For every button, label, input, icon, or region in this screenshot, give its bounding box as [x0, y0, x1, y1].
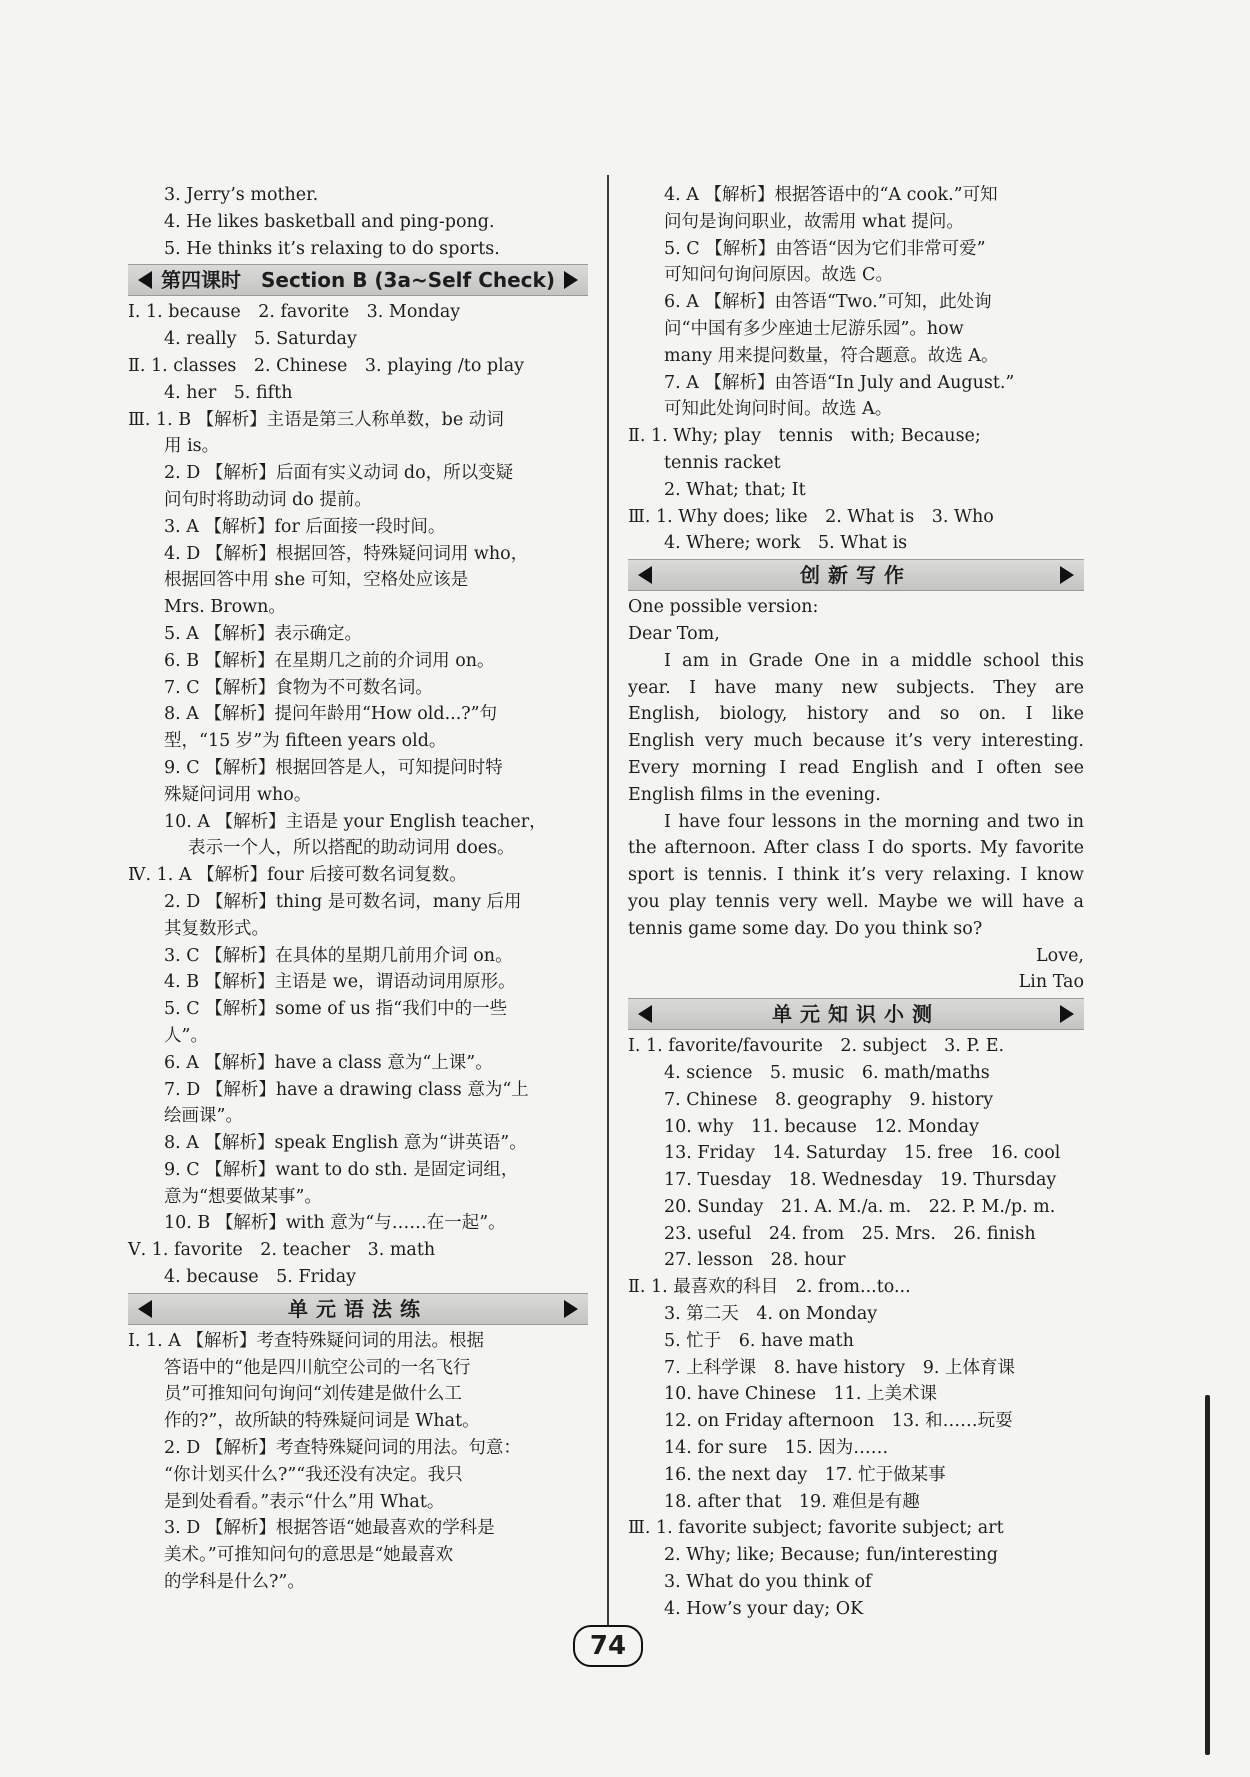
text-line: 5. C 【解析】some of us 指“我们中的一些: [164, 999, 508, 1020]
text-line: 23. useful 24. from 25. Mrs. 26. finish: [664, 1223, 1036, 1244]
text-line: 3. C 【解析】在具体的星期几前用介词 on。: [164, 945, 513, 966]
text-line: 10. have Chinese 11. 上美术课: [664, 1384, 938, 1405]
text-line: Ⅰ. 1. favorite/favourite 2. subject 3. P. E.: [628, 1036, 1005, 1057]
text-line: 4. A 【解析】根据答语中的“A cook.”可知: [664, 185, 998, 205]
text-line: English very much because it’s very interesting.: [628, 731, 1084, 752]
text-line: 7. A 【解析】由答语“In July and August.”: [664, 372, 1015, 393]
text-line: Dear Tom,: [628, 623, 720, 644]
text-line: 18. after that 19. 难但是有趣: [664, 1491, 920, 1512]
text-line: 13. Friday 14. Saturday 15. free 16. cool: [664, 1143, 1061, 1164]
text-line: 员”可推知问句询问“刘传建是做什么工: [164, 1384, 462, 1405]
text-line: 问句是询问职业，故需用 what 提问。: [664, 211, 964, 232]
text-line: 4. because 5. Friday: [164, 1267, 357, 1288]
text-line: Ⅲ. 1. B 【解析】主语是第三人称单数，be 动词: [128, 409, 504, 430]
text-line: you play tennis very well. Maybe we will have a: [628, 891, 1084, 912]
text-line: Ⅳ. 1. A 【解析】four 后接可数名词复数。: [128, 865, 467, 886]
text-line: 绘画课”。: [164, 1106, 243, 1127]
text-line: 殊疑问词用 who。: [164, 784, 312, 805]
text-line: 10. A 【解析】主语是 your English teacher，: [164, 811, 547, 832]
text-line: Lin Tao: [1018, 972, 1084, 993]
text-line: tennis game some day. Do you think so?: [628, 918, 983, 939]
text-line: I am in Grade One in a middle school this: [664, 650, 1084, 671]
text-line: 3. What do you think of: [664, 1572, 872, 1593]
text-line: 10. why 11. because 12. Monday: [664, 1116, 979, 1137]
text-line: 4. her 5. fifth: [164, 382, 293, 403]
text-line: 5. A 【解析】表示确定。: [164, 623, 362, 644]
text-line: 3. D 【解析】根据答语“她最喜欢的学科是: [164, 1518, 495, 1539]
triangle-right-icon: [1060, 566, 1074, 584]
section-title: 单元语法练: [288, 1296, 428, 1321]
text-line: English, biology, history and so on. I like: [628, 704, 1084, 725]
text-line: 9. C 【解析】want to do sth. 是固定词组，: [164, 1159, 519, 1180]
text-line: Ⅱ. 1. 最喜欢的科目 2. from...to...: [628, 1277, 911, 1298]
text-line: 6. B 【解析】在星期几之前的介词用 on。: [164, 650, 495, 671]
text-line: tennis racket: [664, 452, 781, 473]
text-line: 问“中国有多少座迪士尼游乐园”。how: [664, 318, 964, 339]
text-line: 4. B 【解析】主语是 we，谓语动词用原形。: [164, 972, 516, 993]
text-line: I have four lessons in the morning and two in: [664, 811, 1084, 832]
text-line: Mrs. Brown。: [164, 597, 286, 618]
text-line: 可知此处询问时间。故选 A。: [664, 399, 893, 420]
section-header: [628, 559, 1084, 591]
text-line: 5. C 【解析】由答语“因为它们非常可爱”: [664, 238, 986, 259]
text-line: Ⅰ. 1. because 2. favorite 3. Monday: [128, 302, 461, 323]
right-column: [628, 182, 1084, 1623]
text-line: English films in the evening.: [628, 784, 881, 805]
section-title: 单元知识小测: [772, 1002, 940, 1027]
text-line: 表示一个人，所以搭配的助动词用 does。: [188, 838, 515, 859]
text-line: 7. D 【解析】have a drawing class 意为“上: [164, 1079, 529, 1100]
text-line: 20. Sunday 21. A. M./a. m. 22. P. M./p. m.: [664, 1196, 1056, 1217]
text-line: 17. Tuesday 18. Wednesday 19. Thursday: [664, 1170, 1057, 1191]
text-line: 5. He thinks it’s relaxing to do sports.: [164, 238, 500, 259]
text-line: 4. He likes basketball and ping-pong.: [164, 211, 495, 232]
text-line: 27. lesson 28. hour: [664, 1250, 846, 1271]
text-line: 2. D 【解析】thing 是可数名词，many 后用: [164, 891, 522, 912]
text-line: many 用来提问数量，符合题意。故选 A。: [664, 345, 999, 366]
text-line: 12. on Friday afternoon 13. 和……玩耍: [664, 1411, 1013, 1432]
text-line: 答语中的“他是四川航空公司的一名飞行: [164, 1357, 471, 1378]
text-line: 6. A 【解析】由答语“Two.”可知，此处询: [664, 292, 992, 313]
text-line: 2. D 【解析】后面有实义动词 do，所以变疑: [164, 463, 514, 484]
text-line: the afternoon. After class I do sports. My favorite: [628, 838, 1084, 859]
text-line: 4. science 5. music 6. math/maths: [664, 1062, 990, 1083]
text-line: sport is tennis. I think it’s very relaxing. I know: [628, 865, 1084, 886]
left-column: [128, 182, 588, 1596]
section-header: [628, 998, 1084, 1030]
text-line: 用 is。: [164, 436, 220, 457]
text-line: 3. 第二天 4. on Monday: [664, 1304, 878, 1325]
text-line: 2. D 【解析】考查特殊疑问词的用法。句意：: [164, 1438, 521, 1459]
text-line: 10. B 【解析】with 意为“与……在一起”。: [164, 1213, 506, 1234]
section-header: [128, 264, 588, 296]
text-line: 2. What; that; It: [664, 479, 806, 500]
text-line: 7. 上科学课 8. have history 9. 上体育课: [664, 1357, 1015, 1378]
text-line: 5. 忙于 6. have math: [664, 1330, 854, 1351]
text-line: 人”。: [164, 1025, 208, 1046]
text-line: 3. A 【解析】for 后面接一段时间。: [164, 516, 446, 537]
text-line: Ⅲ. 1. favorite subject; favorite subject; art: [628, 1518, 1004, 1539]
triangle-right-icon: [564, 271, 578, 289]
binding-edge-mark: [1205, 1395, 1210, 1755]
text-line: 3. Jerry’s mother.: [164, 185, 319, 205]
text-line: 4. Where; work 5. What is: [664, 533, 908, 554]
text-line: 根据回答中用 she 可知，空格处应该是: [164, 570, 469, 591]
column-divider: [607, 175, 609, 1640]
text-line: 美术。”可推知问句的意思是“她最喜欢: [164, 1545, 454, 1566]
text-line: 型，“15 岁”为 fifteen years old。: [164, 731, 447, 752]
section-header: [128, 1293, 588, 1325]
text-line: “你计划买什么?”“我还没有决定。我只: [164, 1464, 463, 1485]
text-line: One possible version:: [628, 597, 819, 618]
text-line: year. I have many new subjects. They are: [628, 677, 1084, 698]
text-line: Ⅴ. 1. favorite 2. teacher 3. math: [128, 1240, 436, 1261]
text-line: 4. How’s your day; OK: [664, 1598, 864, 1619]
text-line: 16. the next day 17. 忙于做某事: [664, 1464, 946, 1485]
text-line: Ⅱ. 1. classes 2. Chinese 3. playing /to play: [128, 355, 525, 376]
text-line: 9. C 【解析】根据回答是人，可知提问时特: [164, 757, 503, 778]
text-line: 6. A 【解析】have a class 意为“上课”。: [164, 1052, 493, 1073]
text-line: Ⅰ. 1. A 【解析】考查特殊疑问词的用法。根据: [128, 1330, 484, 1351]
text-line: 8. A 【解析】提问年龄用“How old...?”句: [164, 704, 498, 725]
section-title: 创新写作: [800, 563, 912, 588]
text-line: Ⅲ. 1. Why does; like 2. What is 3. Who: [628, 506, 994, 527]
text-line: 4. D 【解析】根据回答，特殊疑问词用 who，: [164, 543, 529, 564]
text-line: 2. Why; like; Because; fun/interesting: [664, 1545, 998, 1566]
text-line: Ⅱ. 1. Why; play tennis with; Because;: [628, 426, 981, 447]
text-line: 8. A 【解析】speak English 意为“讲英语”。: [164, 1133, 527, 1154]
section-title: 第四课时 Section B (3a~Self Check): [161, 268, 555, 293]
text-line: 4. really 5. Saturday: [164, 329, 357, 350]
text-line: 14. for sure 15. 因为……: [664, 1438, 889, 1459]
text-line: 可知问句询问原因。故选 C。: [664, 265, 893, 286]
text-line: 意为“想要做某事”。: [164, 1186, 322, 1207]
text-line: 作的?”，故所缺的特殊疑问词是 What。: [164, 1411, 480, 1432]
text-line: Love,: [1036, 945, 1084, 966]
text-line: Every morning I read English and I often see: [628, 757, 1084, 778]
text-line: 7. Chinese 8. geography 9. history: [664, 1089, 994, 1110]
triangle-right-icon: [564, 1300, 578, 1318]
text-line: 问句时将助动词 do 提前。: [164, 489, 372, 510]
page-number: 74: [573, 1625, 643, 1667]
text-line: 其复数形式。: [164, 918, 269, 939]
text-line: 的学科是什么?”。: [164, 1572, 305, 1593]
text-line: 7. C 【解析】食物为不可数名词。: [164, 677, 433, 698]
triangle-right-icon: [1060, 1005, 1074, 1023]
text-line: 是到处看看。”表示“什么”用 What。: [164, 1491, 445, 1512]
